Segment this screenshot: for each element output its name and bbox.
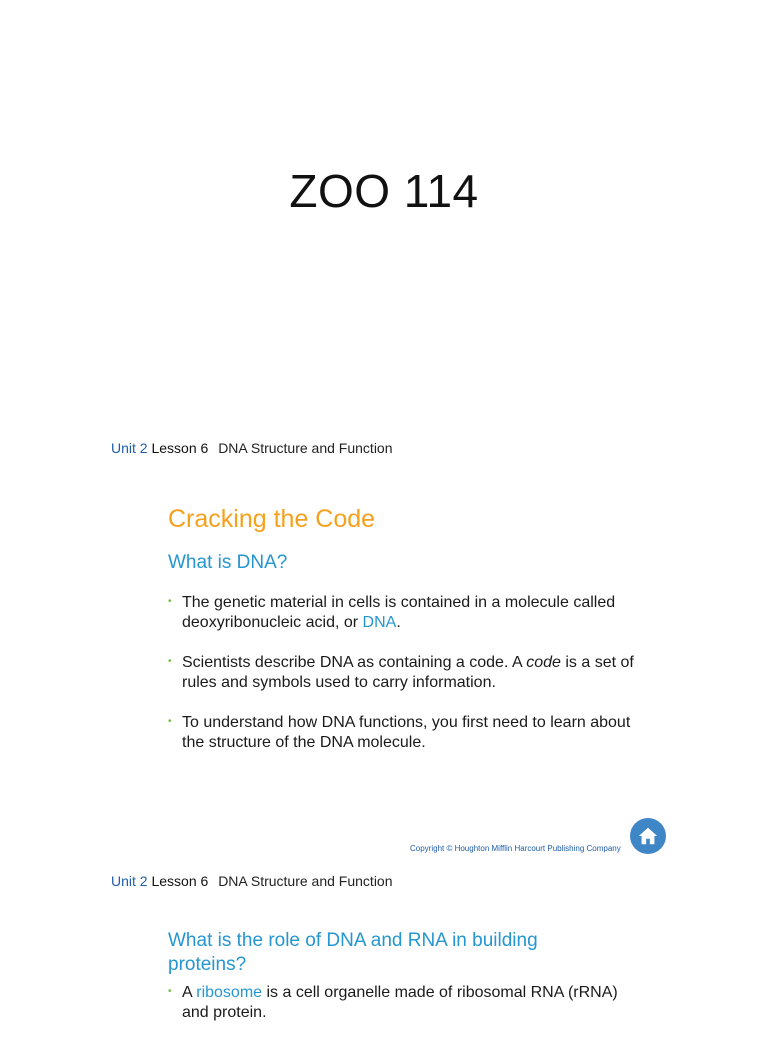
bullet-dot-icon: • <box>168 986 172 997</box>
bullet-dot-icon: • <box>168 656 172 667</box>
lesson-header <box>111 440 393 456</box>
home-button[interactable] <box>630 818 666 854</box>
question-heading: What is DNA? <box>168 552 288 573</box>
bullet-list <box>168 593 638 773</box>
bullet-dot-icon: • <box>168 596 172 607</box>
glossary-term-ribosome[interactable]: ribosome <box>196 984 263 1001</box>
unit-label: Unit 2 <box>111 440 148 456</box>
section-title: Cracking the Code <box>168 505 376 533</box>
bullet-text-end: . <box>396 614 401 631</box>
document-title: ZOO 114 <box>289 165 479 217</box>
slide-cracking-the-code <box>0 440 768 865</box>
bullet-text-end: is a cell organelle made of ribosomal RNA (rRNA) and protein. <box>182 984 618 1021</box>
lesson-header <box>111 873 393 889</box>
lesson-topic: DNA Structure and Function <box>218 440 393 456</box>
italic-term-code: code <box>526 654 561 671</box>
home-icon <box>637 825 659 847</box>
question-heading: What is the role of DNA and RNA in building proteins? <box>168 930 538 975</box>
copyright-notice: Copyright © Houghton Mifflin Harcourt Publishing Company <box>410 844 621 853</box>
lesson-label: Lesson 6 <box>151 873 209 889</box>
bullet-text: Scientists describe DNA as containing a code. A <box>182 654 527 671</box>
glossary-term-dna[interactable]: DNA <box>362 614 397 631</box>
lesson-topic: DNA Structure and Function <box>218 873 393 889</box>
bullet-item <box>168 593 638 633</box>
slide-dna-rna-proteins <box>0 873 768 1024</box>
bullet-dot-icon: • <box>168 716 172 727</box>
bullet-item <box>168 713 638 753</box>
bullet-text: To understand how DNA functions, you first need to learn about the structure of the DNA molecule. <box>182 714 631 751</box>
bullet-list <box>168 983 638 1043</box>
bullet-item <box>168 983 638 1023</box>
bullet-text: The genetic material in cells is contained in a molecule called deoxyribonucleic acid, or <box>182 594 616 631</box>
bullet-text: A <box>182 984 197 1001</box>
bullet-text-end: is a set of rules and symbols used to carry information. <box>182 654 634 691</box>
unit-label: Unit 2 <box>111 873 148 889</box>
bullet-item <box>168 653 638 693</box>
lesson-label: Lesson 6 <box>151 440 209 456</box>
